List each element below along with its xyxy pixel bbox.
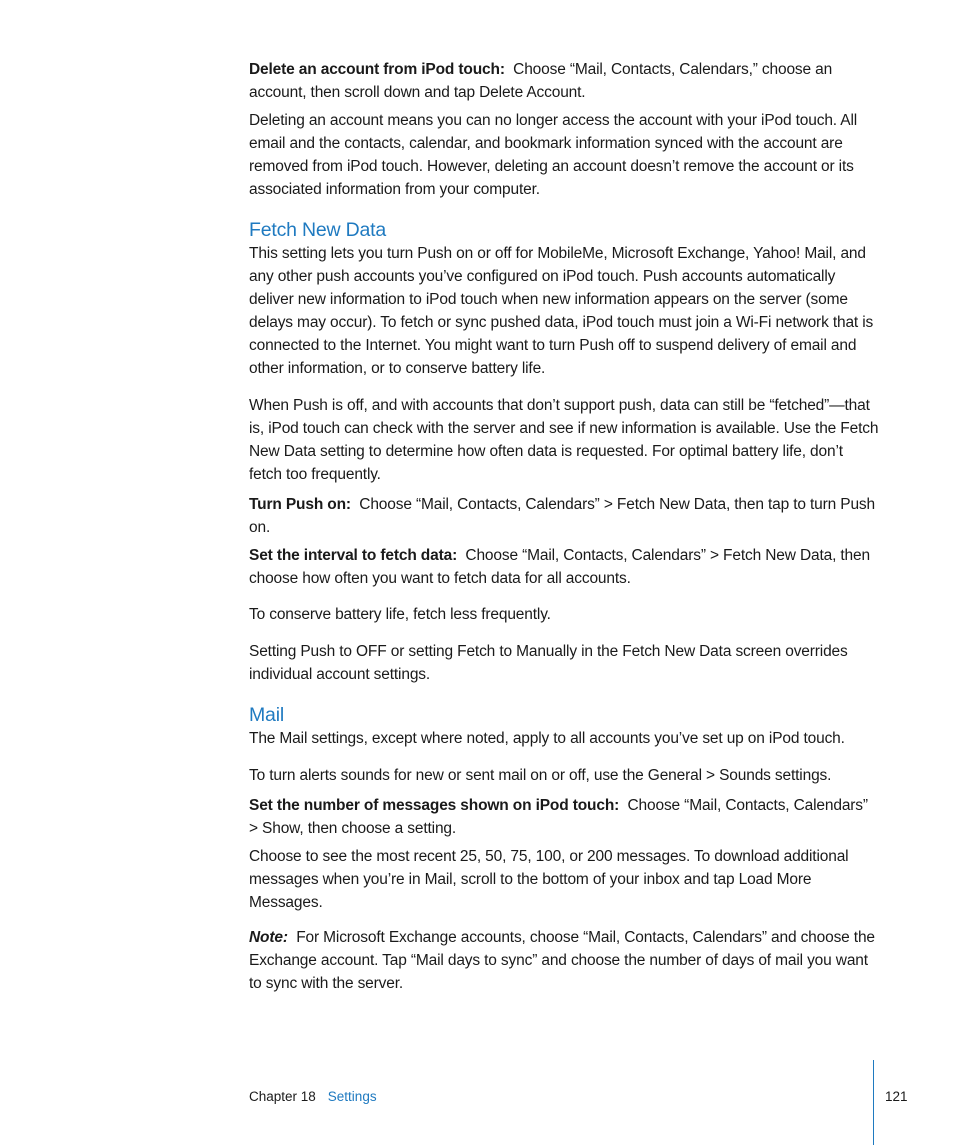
paragraph-push-setting: This setting lets you turn Push on or off for MobileMe, Microsoft Exchange, Yahoo! Mail, and any other push accounts you’ve configured on iPod touch. Push accounts automatically deliver new information to iPod touch when new information appears on the server (some delays may occur). To fetch or sync pushed data, iPod touch must join a Wi-Fi network that is connected to the Internet. You might want to turn Push off to suspend delivery of email and other information, or to conserve battery life. <box>249 245 874 377</box>
paragraph-fetch-interval <box>249 544 879 590</box>
paragraph-turn-push-on <box>249 493 879 539</box>
paragraph-note <box>249 926 879 995</box>
paragraph-conserve-battery: To conserve battery life, fetch less frequently. <box>249 606 551 623</box>
footer-chapter: Chapter 18 <box>249 1089 316 1104</box>
footer-section-link[interactable]: Settings <box>327 1089 377 1104</box>
lead-fetch-interval: Set the interval to fetch data: <box>249 547 458 564</box>
text-delete-account: Choose “Mail, Contacts, Calendars,” choose an account, then scroll down and tap Delete Account. <box>249 61 833 101</box>
text-fetch-interval: Choose “Mail, Contacts, Calendars” > Fetch New Data, then choose how often you want to fetch data for all accounts. <box>249 547 870 587</box>
lead-note: Note: <box>249 929 288 946</box>
text-note: For Microsoft Exchange accounts, choose “Mail, Contacts, Calendars” and choose the Exchange account. Tap “Mail days to sync” and choose the number of days of mail you want to sync with the server. <box>249 929 875 992</box>
text-turn-push-on: Choose “Mail, Contacts, Calendars” > Fetch New Data, then tap to turn Push on. <box>249 496 876 536</box>
lead-delete-account: Delete an account from iPod touch: <box>249 61 505 78</box>
paragraph-push-off: When Push is off, and with accounts that don’t support push, data can still be “fetched”—that is, iPod touch can check with the server and see if new information is available. Use the Fetch New Data setting to determine how often data is requested. For optimal battery life, don’t fetch too frequently. <box>249 397 879 483</box>
text-messages-shown: Choose “Mail, Contacts, Calendars” > Show, then choose a setting. <box>249 797 868 837</box>
heading-fetch-new-data: Fetch New Data <box>249 219 387 241</box>
page-footer <box>249 1087 377 1107</box>
lead-messages-shown: Set the number of messages shown on iPod touch: <box>249 797 620 814</box>
paragraph-messages-shown <box>249 794 879 840</box>
footer-divider <box>873 1060 874 1145</box>
heading-mail: Mail <box>249 704 284 726</box>
page-number: 121 <box>885 1089 908 1104</box>
paragraph-delete-account <box>249 58 879 104</box>
paragraph-overrides: Setting Push to OFF or setting Fetch to Manually in the Fetch New Data screen overrides individual account settings. <box>249 643 848 683</box>
page-content <box>249 58 879 995</box>
paragraph-mail-settings: The Mail settings, except where noted, apply to all accounts you’ve set up on iPod touch. <box>249 730 845 747</box>
paragraph-recent-messages: Choose to see the most recent 25, 50, 75, 100, or 200 messages. To download additional messages when you’re in Mail, scroll to the bottom of your inbox and tap Load More Messages. <box>249 848 849 911</box>
paragraph-deleting-account-info: Deleting an account means you can no longer access the account with your iPod touch. All email and the contacts, calendar, and bookmark information synced with the account are removed from iPod touch. However, deleting an account doesn’t remove the account or its associated information from your computer. <box>249 112 858 198</box>
lead-turn-push-on: Turn Push on: <box>249 496 351 513</box>
paragraph-alert-sounds: To turn alerts sounds for new or sent mail on or off, use the General > Sounds settings. <box>249 767 832 784</box>
